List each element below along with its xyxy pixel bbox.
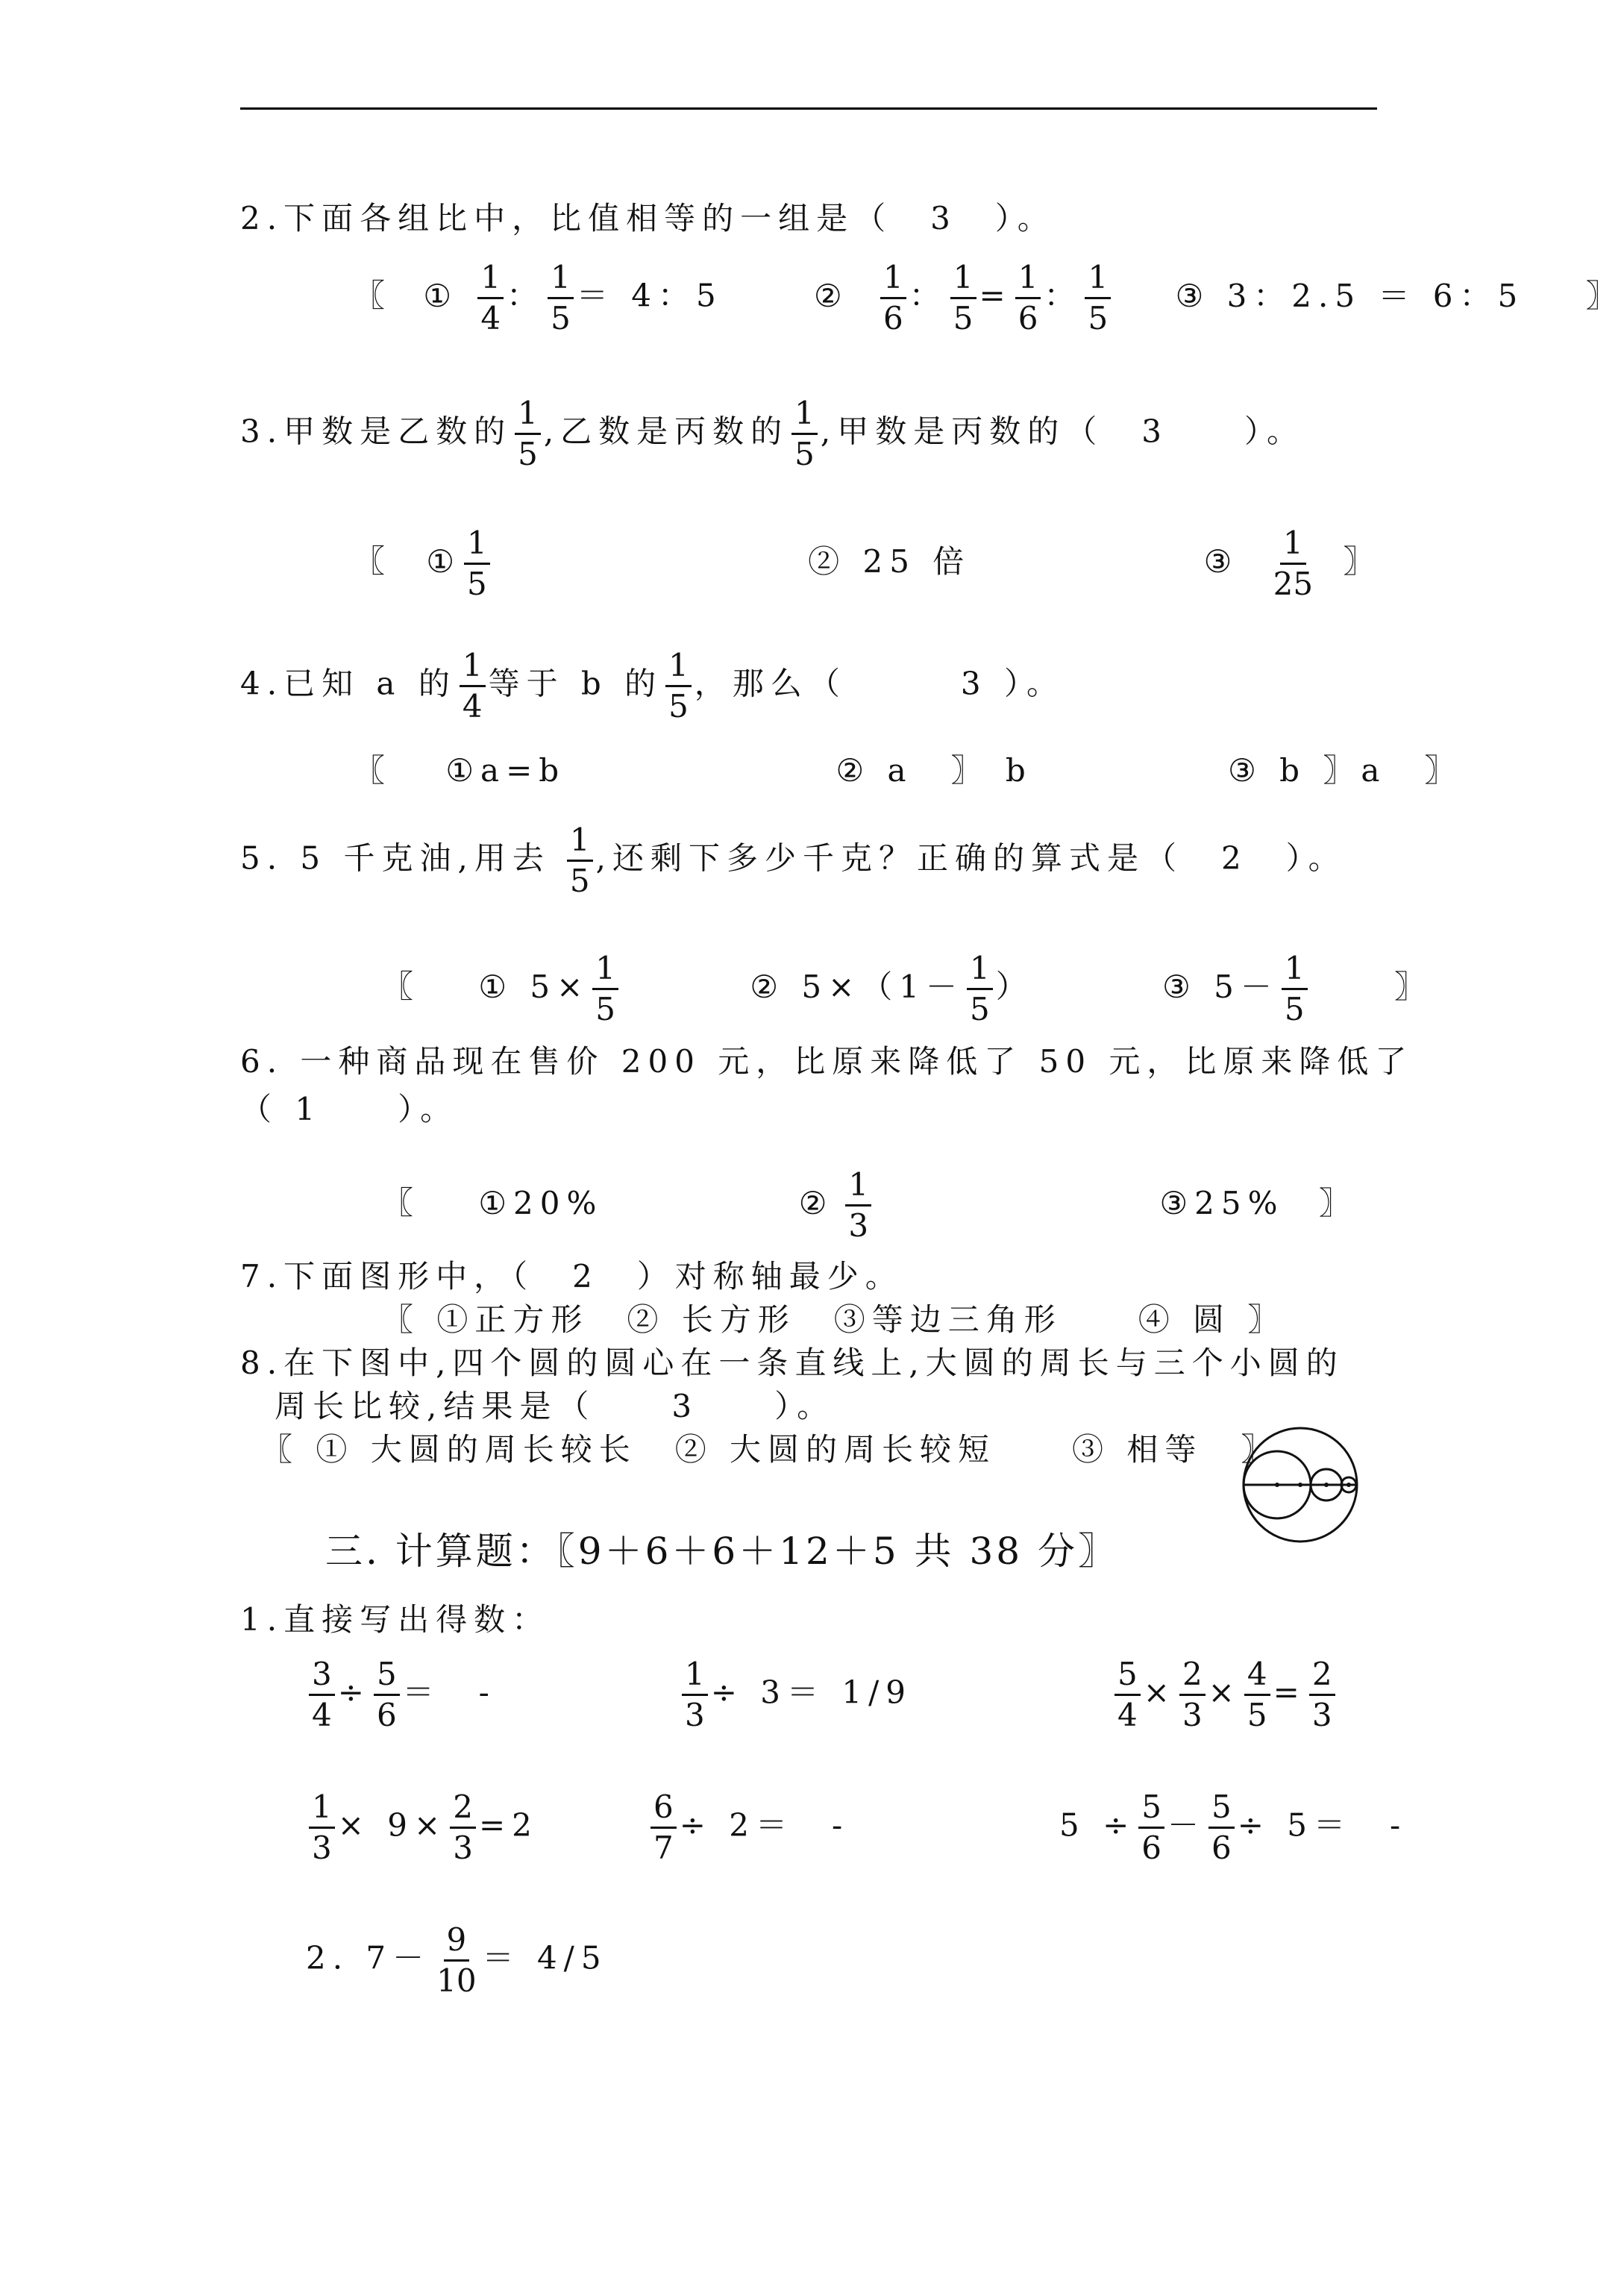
fraction: $\frac{1}{25}$ bbox=[1273, 525, 1314, 603]
fraction: $\frac{1}{3}$ bbox=[682, 1658, 708, 1732]
fraction: $\frac{5}{4}$ bbox=[1114, 1658, 1141, 1732]
fraction: $\frac{1}{6}$ bbox=[1015, 261, 1041, 335]
left-bracket: 〖 bbox=[382, 1184, 421, 1221]
left-bracket: 〖 bbox=[382, 968, 421, 1005]
option-1-tail: ＝ 4：5 bbox=[576, 277, 723, 314]
fraction: $\frac{5}{6}$ bbox=[1208, 1791, 1235, 1865]
option-1: ①20% bbox=[478, 1184, 603, 1221]
fraction: $\frac{1}{5}$ bbox=[1085, 261, 1111, 335]
left-bracket: 〖 bbox=[354, 277, 392, 314]
fraction: $\frac{1}{5}$ bbox=[950, 261, 976, 335]
q8-stem-line1: 8.在下图中,四个圆的圆心在一条直线上,大圆的周长与三个小圆的 bbox=[240, 1345, 1344, 1381]
fraction: $\frac{1}{4}$ bbox=[460, 649, 486, 723]
q5-stem: 5. 5 千克油,用去 $\frac{1}{5}$ ,还剩下多少千克？正确的算式是（ 2 ）。 bbox=[240, 821, 1346, 900]
fraction: $\frac{1}{5}$ bbox=[548, 261, 574, 335]
fraction: $\frac{2}{3}$ bbox=[1179, 1658, 1206, 1732]
option-1: ①a=b bbox=[445, 752, 566, 789]
calc-expression-5: $\frac{6}{7}$ ÷ 2＝ - bbox=[648, 1791, 849, 1865]
calc-expression-4: $\frac{1}{3}$ × 9× $\frac{2}{3}$ =2 bbox=[306, 1791, 539, 1865]
option-2: ② a 〗 b bbox=[835, 752, 1032, 789]
right-bracket: 〗 bbox=[1585, 277, 1624, 314]
center-dot bbox=[1324, 1483, 1329, 1487]
fraction: $\frac{2}{3}$ bbox=[450, 1791, 476, 1865]
center-dot bbox=[1298, 1483, 1302, 1487]
circles-diagram bbox=[1237, 1421, 1364, 1548]
option-3: ③25% bbox=[1159, 1184, 1285, 1221]
fraction: $\frac{1}{5}$ bbox=[1282, 952, 1308, 1026]
q5-options: 〖 ① 5× $\frac{1}{5}$ ② 5×（1－ $\frac{1}{5}$ ） ③ 5－ $\frac{1}{5}$ 〗 bbox=[382, 950, 1432, 1028]
q4-stem: 4.已知 a 的 $\frac{1}{4}$ 等于 b 的 $\frac{1}{5}$ ，那么（ 3 ）。 bbox=[240, 647, 1065, 725]
fraction: $\frac{5}{6}$ bbox=[374, 1658, 400, 1732]
calc-expression-6: 5 ÷ $\frac{5}{6}$ － $\frac{5}{6}$ ÷ 5＝ - bbox=[1059, 1788, 1408, 1867]
option-3: ③ 5－ bbox=[1162, 968, 1279, 1005]
calc-expression-3: $\frac{5}{4}$ × $\frac{2}{3}$ × $\frac{4}{5}$ = $\frac{2}{3}$ bbox=[1112, 1658, 1338, 1732]
fraction: $\frac{1}{5}$ bbox=[665, 649, 692, 723]
option-2-marker: ② bbox=[814, 277, 849, 314]
option-3: ③ 3：2.5 ＝ 6：5 bbox=[1175, 277, 1525, 314]
fraction: $\frac{1}{5}$ bbox=[967, 952, 993, 1026]
fraction: $\frac{6}{7}$ bbox=[650, 1791, 677, 1865]
q7-stem: 7.下面图形中，（ 2 ）对称轴最少。 bbox=[240, 1258, 903, 1295]
header-rule bbox=[240, 107, 1377, 110]
right-bracket: 〗 bbox=[1318, 1184, 1357, 1221]
q2-stem: 2.下面各组比中，比值相等的一组是（ 3 ）。 bbox=[240, 200, 1056, 237]
q2-options: 〖 ① $\frac{1}{4}$ ： $\frac{1}{5}$ ＝ 4：5 ② $\frac{1}{6}$ ： $\frac{1}{5}$ = $\frac{1}{6}$ ： $\frac{1}{5}$ ③ 3：2.5 ＝ 6：5 〗 bbox=[354, 259, 1624, 337]
calc-expression-2: $\frac{1}{3}$ ÷ 3＝ 1/9 bbox=[679, 1658, 912, 1732]
fraction: $\frac{4}{5}$ bbox=[1244, 1658, 1270, 1732]
fraction: $\frac{1}{5}$ bbox=[791, 397, 818, 471]
q4-options bbox=[354, 752, 1463, 789]
fraction: $\frac{1}{3}$ bbox=[309, 1791, 335, 1865]
option-2-marker: ② bbox=[798, 1184, 834, 1221]
left-bracket: 〖 bbox=[354, 752, 392, 789]
q6-stem-line2: （ 1 ）。 bbox=[240, 1091, 459, 1127]
fraction: $\frac{1}{5}$ bbox=[515, 397, 541, 471]
fraction: $\frac{5}{6}$ bbox=[1138, 1791, 1164, 1865]
calc-expression-7: 2. 7－ $\frac{9}{10}$ ＝ 4/5 bbox=[306, 1921, 608, 2000]
q3-stem: 3.甲数是乙数的 $\frac{1}{5}$ ,乙数是丙数的 $\frac{1}{5}$ ,甲数是丙数的（ 3 ）。 bbox=[240, 395, 1305, 473]
q8-options: 〖 ① 大圆的周长较长 ② 大圆的周长较短 ③ 相等 〗 bbox=[261, 1431, 1279, 1468]
right-bracket: 〗 bbox=[1393, 968, 1432, 1005]
option-2: ② 25 倍 bbox=[808, 542, 971, 580]
q7-options: 〖 ①正方形 ② 长方形 ③等边三角形 ④ 圆 〗 bbox=[382, 1301, 1286, 1338]
option-3-marker: ③ bbox=[1203, 542, 1239, 580]
fraction: $\frac{3}{4}$ bbox=[309, 1658, 335, 1732]
calc-stem: 1.直接写出得数： bbox=[240, 1601, 551, 1638]
option-2: ② 5×（1－ bbox=[750, 968, 965, 1005]
calc-expression-1: $\frac{3}{4}$ ÷ $\frac{5}{6}$ ＝ - bbox=[306, 1658, 496, 1732]
option-1: ① 5× bbox=[478, 968, 590, 1005]
option-1-marker: ① bbox=[426, 542, 462, 580]
fraction: $\frac{2}{3}$ bbox=[1309, 1658, 1335, 1732]
fraction: $\frac{1}{6}$ bbox=[880, 261, 906, 335]
center-dot bbox=[1275, 1483, 1279, 1487]
option-3: ③ b 〗a 〗 bbox=[1228, 752, 1463, 789]
right-bracket: 〗 bbox=[1343, 542, 1382, 580]
q6-options bbox=[382, 1166, 1357, 1245]
q6-stem-line1: 6. 一种商品现在售价 200 元，比原来降低了 50 元，比原来降低了 bbox=[240, 1043, 1414, 1080]
fraction: $\frac{1}{4}$ bbox=[477, 261, 504, 335]
fraction: $\frac{1}{5}$ bbox=[567, 824, 593, 898]
fraction: $\frac{1}{5}$ bbox=[592, 952, 618, 1026]
fraction: $\frac{1}{5}$ bbox=[464, 527, 490, 601]
fraction: $\frac{1}{3}$ bbox=[845, 1168, 871, 1242]
left-bracket: 〖 bbox=[354, 542, 392, 580]
section-3-title: 三. 计算题：〖9＋6＋6＋12＋5 共 38 分〗 bbox=[325, 1530, 1118, 1573]
q8-stem-line2: 周长比较,结果是（ 3 ）。 bbox=[275, 1388, 835, 1424]
q3-options bbox=[354, 527, 1381, 601]
fraction: $\frac{9}{10}$ bbox=[436, 1921, 477, 2000]
option-1-marker: ① bbox=[423, 277, 459, 314]
center-dot bbox=[1346, 1483, 1351, 1487]
